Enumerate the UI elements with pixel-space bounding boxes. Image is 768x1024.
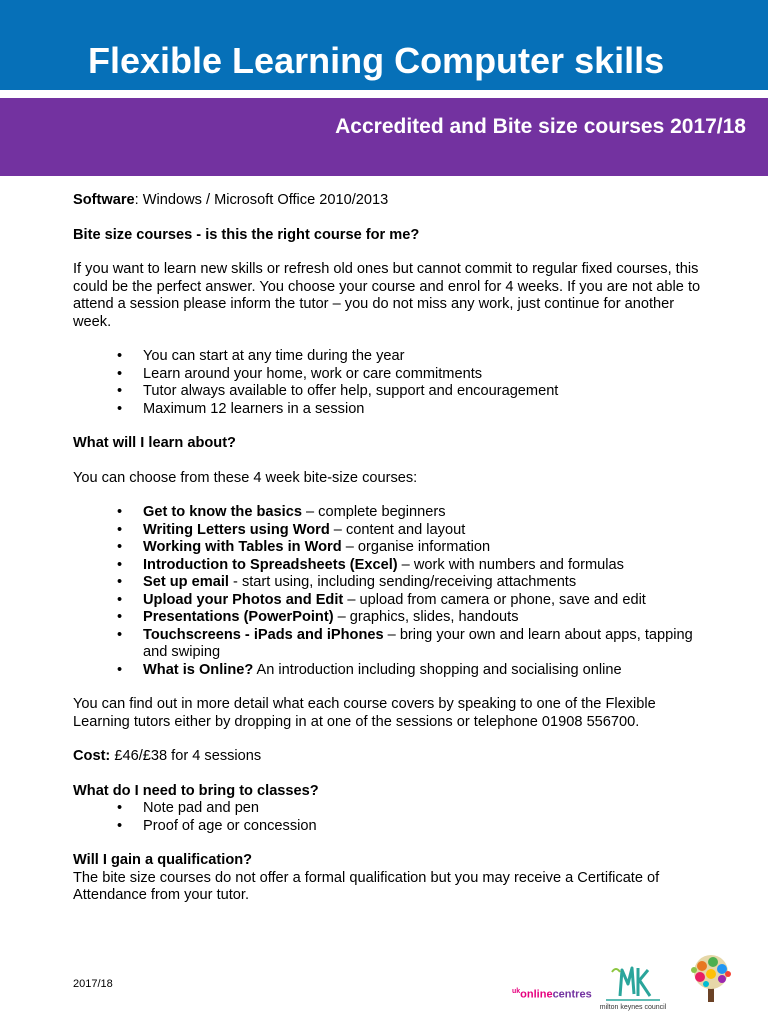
cost-value: £46/£38 for 4 sessions xyxy=(110,748,262,764)
list-item: • Proof of age or concession xyxy=(117,817,317,834)
course-desc: – upload from camera or phone, save and edit xyxy=(343,591,646,608)
course-item xyxy=(73,662,713,680)
milton-keynes-logo-text: milton keynes council xyxy=(599,1004,667,1011)
course-item xyxy=(73,592,713,610)
bullet-icon: • xyxy=(117,817,123,834)
software-label: Software xyxy=(73,192,135,208)
bullet-icon: • xyxy=(117,591,123,608)
header-divider xyxy=(0,90,768,98)
course-desc: An introduction including shopping and socialising online xyxy=(253,661,622,678)
page-title: Flexible Learning Computer skills xyxy=(88,40,665,81)
list-item: • Maximum 12 learners in a session xyxy=(117,400,365,417)
bullet-icon: • xyxy=(117,539,123,555)
course-name: Touchscreens - iPads and iPhones xyxy=(143,626,384,643)
list-item: • You can start at any time during the year xyxy=(117,348,405,364)
learn-intro: You can choose from these 4 week bite-size courses: xyxy=(73,469,418,486)
page-subtitle: Accredited and Bite size courses 2017/18 xyxy=(335,115,746,138)
tree-logo xyxy=(680,952,742,1004)
bullet-icon: • xyxy=(117,800,123,816)
document-body xyxy=(73,192,713,905)
course-desc: – bring your own and learn about apps, tapping and swiping xyxy=(143,626,693,660)
course-item xyxy=(73,522,713,540)
qualification-text: The bite size courses do not offer a formal qualification but you may receive a Certificate of Attendance from your tutor. xyxy=(73,869,660,903)
cost-label: Cost: xyxy=(73,748,111,764)
right-course-paragraph: If you want to learn new skills or refresh old ones but cannot commit to regular fixed courses, this could be the perfect answer. You choose your course and enrol for 4 weeks. If you are not able to attend a session please inform the tutor – you do not miss any work, just continue for another week. xyxy=(73,261,701,330)
list-item: • Tutor always available to offer help, support and encouragement xyxy=(117,383,559,399)
bullet-icon: • xyxy=(117,609,123,625)
course-name: Writing Letters using Word xyxy=(143,521,330,538)
software-line xyxy=(73,192,713,210)
course-item xyxy=(73,609,713,627)
list-item: • Note pad and pen xyxy=(117,800,260,816)
footer-year: 2017/18 xyxy=(73,978,113,990)
bullet-icon: • xyxy=(117,504,123,520)
course-item xyxy=(73,574,713,592)
milton-keynes-logo xyxy=(598,960,668,1004)
course-name: Presentations (PowerPoint) xyxy=(143,609,334,625)
bullet-icon: • xyxy=(117,400,123,417)
bullet-icon: • xyxy=(117,556,123,573)
bring-heading: What do I need to bring to classes? xyxy=(73,782,319,799)
course-name: Upload your Photos and Edit xyxy=(143,591,344,608)
course-desc: – work with numbers and formulas xyxy=(397,556,624,573)
course-name: What is Online? xyxy=(143,661,254,678)
software-value: : Windows / Microsoft Office 2010/2013 xyxy=(134,192,389,208)
course-item xyxy=(73,627,713,662)
bullet-icon: • xyxy=(117,365,123,382)
online-centres-logo: $^{uk}$onlinecentres xyxy=(512,988,592,1001)
course-name: Get to know the basics xyxy=(143,504,302,520)
course-desc: - start using, including sending/receiving attachments xyxy=(228,574,577,590)
cost-line xyxy=(73,748,713,766)
list-item: • Learn around your home, work or care commitments xyxy=(117,365,483,382)
more-info-paragraph: You can find out in more detail what each course covers by speaking to one of the Flexible Learning tutors either by dropping in at one of the sessions or telephone 01908 556700. xyxy=(73,696,656,730)
bullet-icon: • xyxy=(117,521,123,538)
bullet-icon: • xyxy=(117,661,123,678)
right-course-heading: Bite size courses - is this the right course for me? xyxy=(73,226,420,243)
bring-list xyxy=(73,800,713,835)
course-desc: – content and layout xyxy=(329,521,466,538)
course-item xyxy=(73,504,713,522)
course-item xyxy=(73,557,713,575)
course-desc: – complete beginners xyxy=(301,504,446,520)
course-item xyxy=(73,539,713,557)
course-name: Working with Tables in Word xyxy=(143,539,342,555)
bullet-icon: • xyxy=(117,348,123,364)
qualification-heading: Will I gain a qualification? xyxy=(73,852,253,868)
benefits-list xyxy=(73,348,713,418)
course-name: Introduction to Spreadsheets (Excel) xyxy=(143,556,398,573)
bullet-icon: • xyxy=(117,383,123,399)
bullet-icon: • xyxy=(117,626,123,643)
course-desc: – organise information xyxy=(341,539,491,555)
bullet-icon: • xyxy=(117,574,123,590)
courses-list xyxy=(73,504,713,679)
course-desc: – graphics, slides, handouts xyxy=(333,609,519,625)
learn-heading: What will I learn about? xyxy=(73,435,236,451)
course-name: Set up email xyxy=(143,574,229,590)
